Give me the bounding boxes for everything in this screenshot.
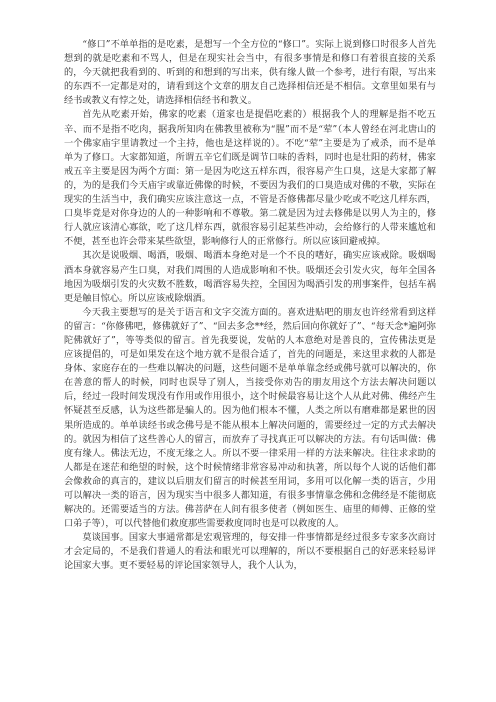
paragraph-national-affairs: 莫谈国事。国家大事通常都是宏观管理的，每安排一件事情都是经过很多专家多次商讨才会定局的，不是我们普通人的看法和眼光可以理解的，所以不要根据自己的好恶来轻易评论国家大事。更不要轻易的评论国家领导人，我个人认为， [64,532,436,572]
paragraph-smoking-drinking: 其次是说吸烟、喝酒，吸烟、喝酒本身绝对是一个不良的嗜好，确实应该戒除。吸烟喝酒本身就容易产生口臭，对我们周围的人造成影响和不快。吸烟还会引发火灾，每年全国各地因为吸烟引发的火灾数不胜数，喝酒容易失控，全国因为喝酒引发的刑事案件，包括车祸更是触目惊心。所以应该戒除烟酒。 [64,250,436,304]
document-page [64,38,436,574]
paragraph-language: 今天我主要想写的是关于语言和文字交流方面的。喜欢进贴吧的朋友也许经常看到这样的留言：“你修佛吧，修佛就好了”、“回去多念**经，然后回向你就好了”、“每天念*遍阿弥陀佛就好了”，等等类似的留言。首先我要说，发帖的人本意绝对是善良的，宣传佛法更是应该提倡的，可是如果发在这个地方就不是很合适了，首先的问题是，来这里求救的人都是身体、家庭存在的一些难以解决的问题，这些问题不是单单靠念经或佛号就可以解决的，你在善意的帮人的时候，同时也误导了别人，当接受你劝告的朋友用这个方法去解决问题以后，经过一段时间发现没有作用或作用很小，这个时候最容易让这个人从此对佛、佛经产生怀疑甚至反感，认为这些都是骗人的。因为他们根本不懂，人类之所以有磨难都是累世的因果所造成的。单单读经书或念佛号是不能从根本上解决问题的，需要经过一定的方式去解决的。就因为相信了这些善心人的留言，而放弃了寻找真正可以解决的方法。有句话叫做：佛度有缘人。佛法无边，不度无缘之人。所以不要一律采用一样的方法来解决。往往求求助的人都是在迷茫和绝望的时候，这个时候情绪非常容易冲动和执著，所以每个人说的话他们都会像救命的真言的，建议以后朋友们留言的时候甚至用词，多用可以化解一类的语言，少用可以解决一类的语言，因为现实当中很多人都知道，有很多事情靠念佛和念佛经是不能彻底解决的。还需要适当的方法。佛菩萨在人间有很多使者（例如医生、庙里的师傅、正修的堂口弟子等），可以代替他们救度那些需要救度同时也是可以救度的人。 [64,306,436,530]
paragraph-vegetarian: 首先从吃素开始，佛家的吃素（道家也是提倡吃素的）根据我个人的理解是指不吃五辛、而不是指不吃肉，据我所知肉在佛教里被称为“腥”而不是“荤”（本人曾经在河北唐山的一个佛家庙宇里请教过一个主持，他也是这样说的）。不吃“荤”主要是为了戒杀，而不是单单为了修口。大家都知道，所谓五辛它们既是调节口味的香料，同时也是壮阳的药材，佛家戒五辛主要是因为两个方面：第一是因为吃这五样东西，很容易产生口臭，这是大家都了解的，为的是我们今天庙宇或靠近佛像的时候，不要因为我们的口臭造成对佛的不敬，实际在现实的生活当中，我们确实应该注意这一点，不管是否修佛都尽量少吃或不吃这几样东西，口臭毕竟是对你身边的人的一种影响和不尊敬。第二就是因为过去修佛是以男人为主的，修行人就应该清心寡欲，吃了这几样东西，就很容易引起某些冲动，会给修行的人带来尴尬和不便，甚至也许会带来某些欲望，影响修行人的正常修行。所以应该回避戒掉。 [64,109,436,248]
paragraph-intro: “修口”不单单指的是吃素，是想写一个全方位的“修口”。实际上说到修口时很多人首先想到的就是吃素和不骂人，但是在现实社会当中，有很多事情是和修口有着很直接的关系的，今天就把我看到的、听到的和想到的写出来，供有缘人做一个参考，进行有限，写出来的东西不一定都是对的，请看到这个文章的朋友自己选择相信还是不相信。文章里如果有与经书或教义有悖之处，请选择相信经书和教义。 [64,39,436,107]
